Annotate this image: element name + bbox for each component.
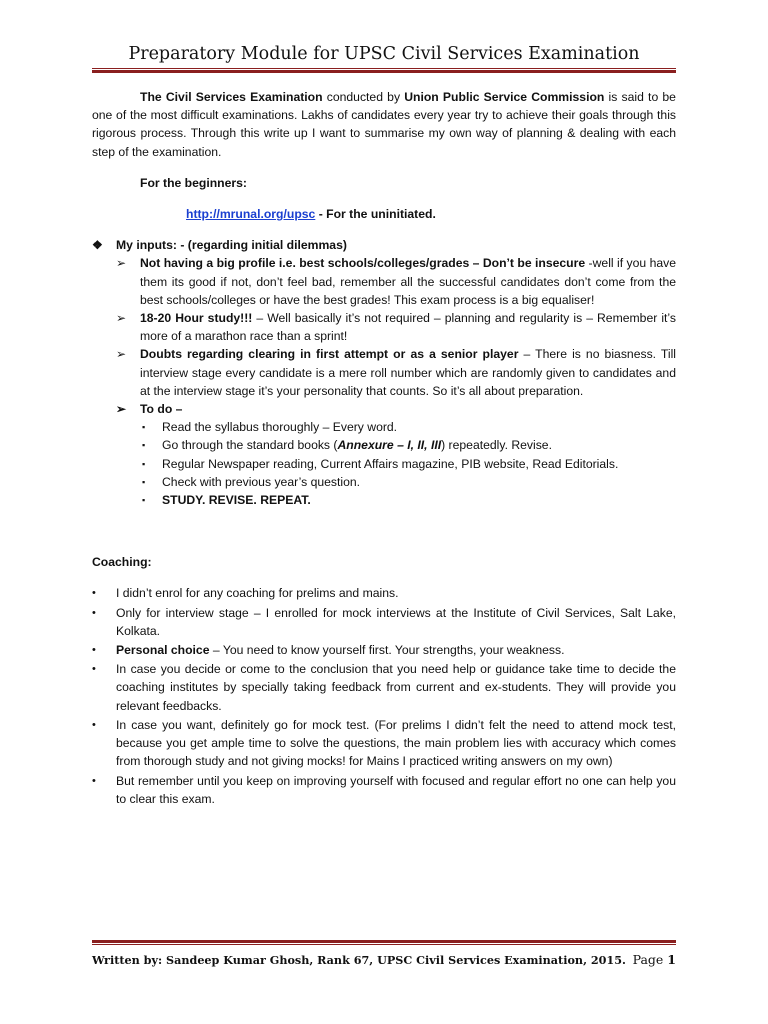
footer-rule bbox=[92, 940, 676, 945]
dot-bullet-icon: • bbox=[92, 663, 96, 676]
dot-bullet-icon: • bbox=[92, 587, 96, 600]
intro-bold-1: The Civil Services Examination bbox=[140, 90, 323, 104]
inputs-heading-text: My inputs: - (regarding initial dilemmas) bbox=[116, 238, 347, 253]
page-label: Page bbox=[632, 952, 664, 967]
inputs-heading bbox=[92, 236, 676, 254]
coaching-item bbox=[92, 604, 676, 640]
coaching-item-text: Only for interview stage – I enrolled for mock interviews at the Institute of Civil Services, Salt Lake, Kolkata. bbox=[116, 605, 676, 638]
coaching-item-text: I didn’t enrol for any coaching for prelims and mains. bbox=[116, 586, 399, 601]
coaching-item bbox=[92, 641, 676, 659]
todo-item bbox=[92, 473, 676, 491]
todo-item bbox=[92, 491, 676, 509]
input-item-bold: 18-20 Hour study!!! bbox=[140, 311, 253, 326]
input-item bbox=[92, 345, 676, 400]
link-suffix: - For the uninitiated. bbox=[315, 207, 436, 222]
arrow-bullet-icon: ➢ bbox=[116, 402, 127, 417]
todo-item-text: Check with previous year’s question. bbox=[162, 474, 361, 489]
todo-item-text: Regular Newspaper reading, Current Affairs magazine, PIB website, Read Editorials. bbox=[162, 456, 619, 471]
square-bullet-icon: ▪ bbox=[142, 476, 146, 487]
coaching-heading: Coaching: bbox=[92, 555, 152, 570]
todo-heading bbox=[92, 400, 676, 418]
document-body bbox=[92, 88, 676, 809]
page-indicator bbox=[633, 952, 676, 967]
intro-text-2: is said to be one of the most difficult examinations. Lakhs of candidates every year try to achieve their goals through this rigorous process. Through this write up I want to summarise my own way of planning & dealing with each step of the examination. bbox=[92, 90, 676, 159]
mrunal-link[interactable]: http://mrunal.org/upsc bbox=[186, 207, 316, 222]
square-bullet-icon: ▪ bbox=[142, 458, 146, 469]
todo-item bbox=[92, 436, 676, 454]
personal-choice-bold: Personal choice bbox=[116, 643, 210, 658]
input-item-text: -well if you have them its good if not, don’t feel bad, remember all the successful candidates don’t come from the best schools/colleges or have the best grades! This exam process is a big equaliser! bbox=[140, 256, 676, 307]
input-item-text: – There is no biasness. Till interview stage every candidate is a mere roll number which are randomly given to candidates and at the interview stage it’s your personality that counts. So it’s all about preparation. bbox=[140, 347, 677, 398]
page-footer bbox=[92, 953, 676, 967]
page-title: Preparatory Module for UPSC Civil Services Examination bbox=[128, 44, 640, 64]
coaching-item-text: But remember until you keep on improving yourself with focused and regular effort no one can help you to clear this exam. bbox=[116, 773, 676, 806]
input-item bbox=[92, 254, 676, 309]
square-bullet-icon: ▪ bbox=[142, 422, 146, 433]
dot-bullet-icon: • bbox=[92, 774, 96, 787]
square-bullet-icon: ▪ bbox=[142, 440, 146, 451]
dot-bullet-icon: • bbox=[92, 606, 96, 619]
arrow-bullet-icon: ➢ bbox=[116, 256, 127, 271]
coaching-item bbox=[92, 660, 676, 715]
todo-item-text: Read the syllabus thoroughly – Every word. bbox=[162, 420, 398, 435]
todo-item bbox=[92, 455, 676, 473]
input-item-bold: Doubts regarding clearing in first attempt or as a senior player bbox=[140, 347, 519, 362]
coaching-item-text: In case you want, definitely go for mock test. (For prelims I didn’t felt the need to attend mock test, because you get ample time to solve the questions, the main problem lies with accuracy which comes from thorough study and not giving mocks! for Mains I practiced writing answers on my own) bbox=[116, 717, 676, 769]
input-item bbox=[92, 309, 676, 345]
input-item-bold: Not having a big profile i.e. best schools/colleges/grades – Don’t be insecure bbox=[140, 256, 586, 271]
dot-bullet-icon: • bbox=[92, 718, 96, 731]
intro-text-1: conducted by bbox=[322, 90, 405, 104]
todo-item-text: STUDY. REVISE. REPEAT. bbox=[162, 493, 311, 508]
beginners-label: For the beginners: bbox=[140, 175, 247, 190]
coaching-item bbox=[92, 584, 676, 602]
todo-item bbox=[92, 418, 676, 436]
todo-heading-text: To do – bbox=[140, 402, 183, 417]
diamond-bullet-icon: ❖ bbox=[92, 238, 103, 253]
arrow-bullet-icon: ➢ bbox=[116, 347, 127, 362]
input-item-text: – Well basically it’s not required – planning and regularity is – Remember it’s more of a marathon race than a sprint! bbox=[140, 311, 676, 344]
personal-choice-text: – You need to know yourself first. Your strengths, your weakness. bbox=[209, 643, 565, 658]
footer-author: Written by: Sandeep Kumar Ghosh, Rank 67, UPSC Civil Services Examination, 2015. bbox=[92, 953, 626, 967]
beginners-link-row bbox=[92, 205, 676, 223]
dot-bullet-icon: • bbox=[92, 644, 96, 657]
todo-books-pre: Go through the standard books ( bbox=[162, 438, 338, 453]
intro-paragraph bbox=[92, 88, 676, 161]
coaching-item bbox=[92, 716, 676, 771]
square-bullet-icon: ▪ bbox=[142, 495, 146, 506]
coaching-item bbox=[92, 772, 676, 808]
arrow-bullet-icon: ➢ bbox=[116, 311, 127, 326]
page-number: 1 bbox=[667, 952, 676, 967]
intro-bold-2: Union Public Service Commission bbox=[404, 90, 605, 104]
header-rule bbox=[92, 68, 676, 73]
todo-books-annexure: Annexure – I, II, III bbox=[337, 438, 442, 453]
todo-books-post: ) repeatedly. Revise. bbox=[441, 438, 552, 453]
coaching-item-text: In case you decide or come to the conclusion that you need help or guidance take time to decide the coaching institutes by specially taking feedback from current and ex-students. They will provide you relevant feedbacks. bbox=[116, 662, 676, 713]
